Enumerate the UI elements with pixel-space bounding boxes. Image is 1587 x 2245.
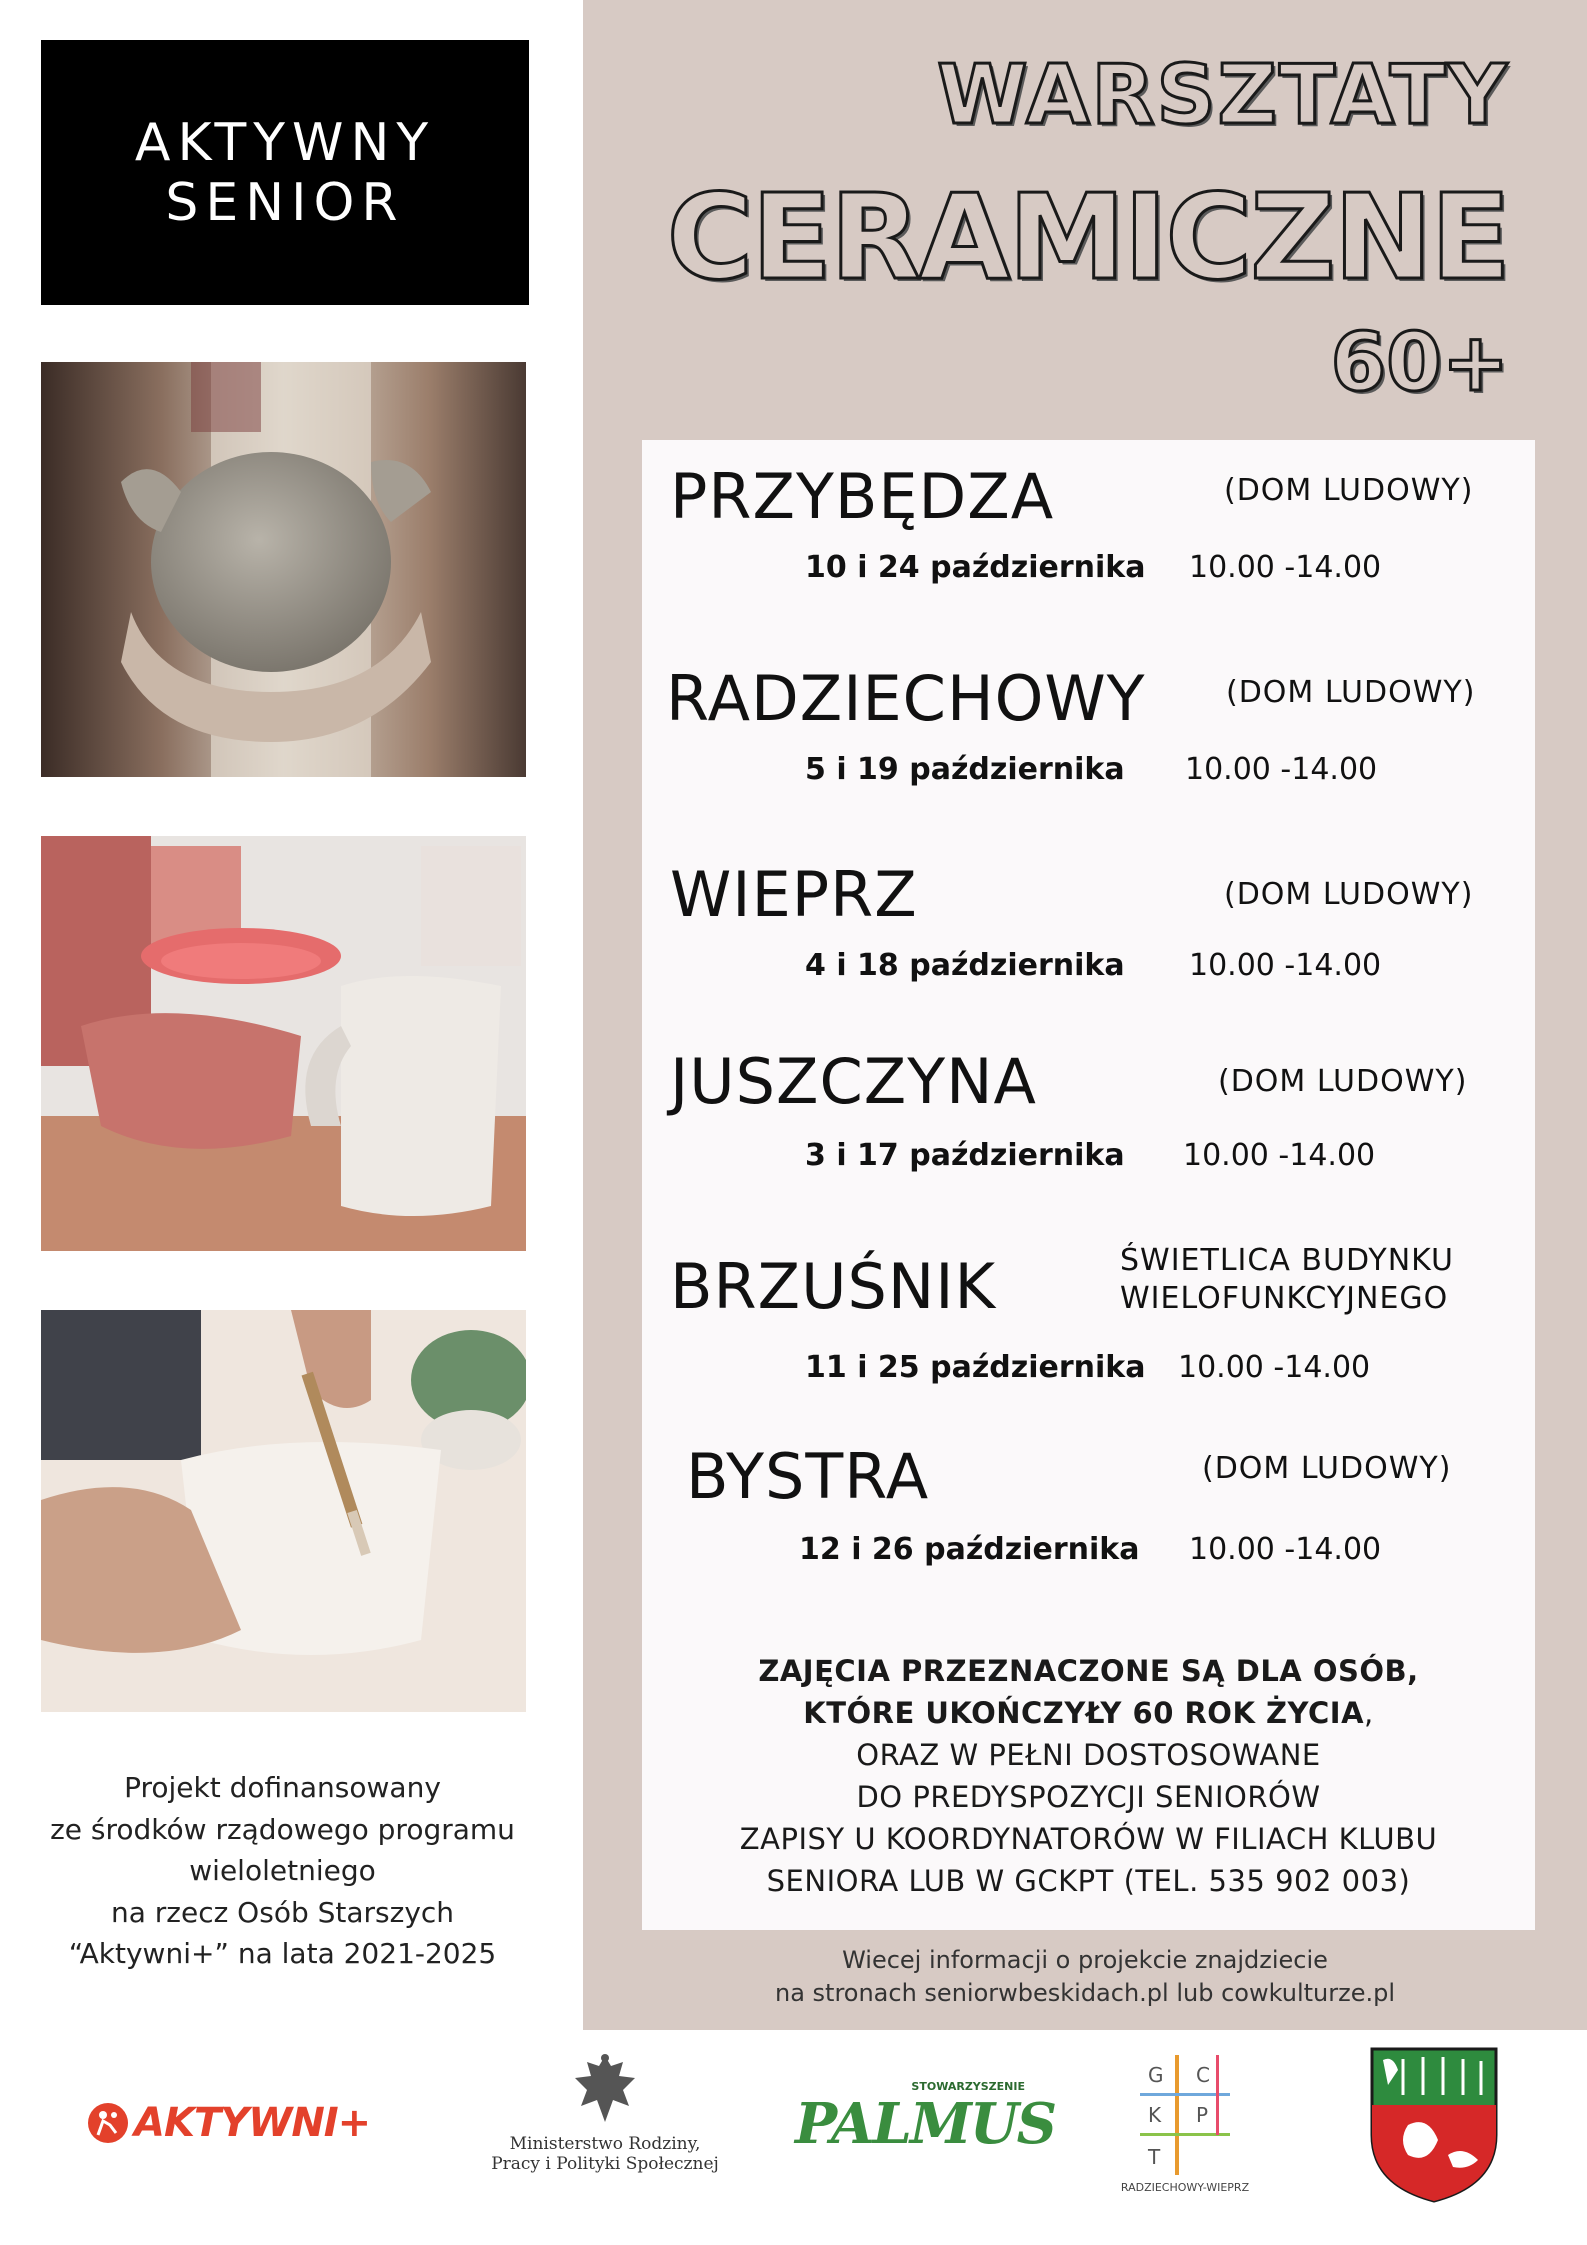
gckpt-letter-g: G bbox=[1148, 2063, 1164, 2087]
pottery-cups-photo bbox=[41, 836, 526, 1251]
ministry-line-1: Ministerstwo Rodziny, bbox=[509, 2134, 701, 2154]
location-time: 10.00 -14.00 bbox=[1185, 752, 1378, 787]
funding-line-3: wieloletniego bbox=[189, 1854, 376, 1887]
location-time: 10.00 -14.00 bbox=[1189, 550, 1382, 585]
clay-hands-photo bbox=[41, 362, 526, 777]
location-time: 10.00 -14.00 bbox=[1189, 1532, 1382, 1567]
badge-line-1: AKTYWNY bbox=[134, 112, 436, 173]
location-name: BRZUŚNIK bbox=[670, 1250, 997, 1323]
schedule-card bbox=[642, 440, 1535, 1930]
notice-line-2-wrap bbox=[642, 1692, 1535, 1734]
location-venue: (DOM LUDOWY) bbox=[1218, 1064, 1468, 1099]
badge-line-2: SENIOR bbox=[165, 172, 405, 233]
location-time: 10.00 -14.00 bbox=[1178, 1350, 1371, 1385]
more-info bbox=[583, 1944, 1587, 2010]
location-name: BYSTRA bbox=[686, 1440, 930, 1513]
funding-line-5: “Aktywni+” na lata 2021-2025 bbox=[68, 1937, 497, 1970]
palmus-top-label: STOWARZYSZENIE bbox=[911, 2080, 1025, 2093]
notice-line-5: ZAPISY U KOORDYNATORÓW W FILIACH KLUBU bbox=[739, 1822, 1438, 1856]
aktywni-label: AKTYWNI+ bbox=[134, 2100, 371, 2146]
notice-line-6: SENIORA LUB W GCKPT (TEL. 535 902 003) bbox=[766, 1864, 1411, 1898]
participation-notice bbox=[642, 1650, 1535, 1902]
ministry-logo bbox=[480, 2050, 730, 2174]
aktywni-plus-logo bbox=[88, 2100, 370, 2146]
title-ceramiczne: CERAMICZNE bbox=[666, 168, 1509, 306]
notice-line-1: ZAJĘCIA PRZEZNACZONE SĄ DLA OSÓB, bbox=[758, 1654, 1419, 1688]
funding-line-1: Projekt dofinansowany bbox=[124, 1771, 441, 1804]
ministry-line-2: Pracy i Polityki Społecznej bbox=[491, 2154, 719, 2174]
more-info-line-1: Wiecej informacji o projekcie znajdziecie bbox=[842, 1946, 1328, 1974]
funding-line-4: na rzecz Osób Starszych bbox=[110, 1895, 455, 1929]
title-60-plus: 60+ bbox=[1330, 316, 1509, 409]
location-venue: (DOM LUDOWY) bbox=[1202, 1451, 1452, 1486]
location-venue: (DOM LUDOWY) bbox=[1226, 675, 1476, 710]
location-time: 10.00 -14.00 bbox=[1189, 948, 1382, 983]
gckpt-letters bbox=[1110, 2055, 1260, 2175]
palmus-label: PALMUS bbox=[795, 2091, 1056, 2157]
location-dates: 3 i 17 października bbox=[805, 1138, 1125, 1173]
painting-bowl-photo bbox=[41, 1310, 526, 1712]
funding-note bbox=[20, 1767, 545, 1975]
notice-line-2-tail: , bbox=[1364, 1696, 1374, 1730]
location-dates: 5 i 19 października bbox=[805, 752, 1125, 787]
location-venue-line-1: ŚWIETLICA BUDYNKU bbox=[1120, 1243, 1454, 1278]
location-name: WIEPRZ bbox=[670, 858, 918, 931]
sponsor-logos bbox=[0, 2030, 1587, 2245]
location-venue-line-2: WIELOFUNKCYJNEGO bbox=[1120, 1281, 1449, 1316]
location-venue: (DOM LUDOWY) bbox=[1224, 877, 1474, 912]
gckpt-letter-c: C bbox=[1196, 2063, 1210, 2087]
more-info-line-2: na stronach seniorwbeskidach.pl lub cowkulturze.pl bbox=[774, 1979, 1395, 2007]
location-name: JUSZCZYNA bbox=[670, 1045, 1037, 1118]
location-dates: 11 i 25 października bbox=[805, 1350, 1146, 1385]
funding-line-2: ze środków rządowego programu bbox=[50, 1812, 515, 1846]
aktywny-senior-badge bbox=[41, 40, 529, 305]
aktywni-runner-icon bbox=[88, 2103, 128, 2143]
notice-line-2: KTÓRE UKOŃCZYŁY 60 ROK ŻYCIA bbox=[803, 1696, 1365, 1730]
notice-line-4: DO PREDYSPOZYCJI SENIORÓW bbox=[856, 1780, 1321, 1814]
notice-line-3: ORAZ W PEŁNI DOSTOSOWANE bbox=[856, 1738, 1321, 1772]
gckpt-logo bbox=[1110, 2055, 1260, 2194]
gckpt-letter-k: K bbox=[1148, 2103, 1162, 2127]
palmus-logo bbox=[795, 2080, 1056, 2157]
gmina-coat-of-arms bbox=[1368, 2045, 1500, 2209]
location-time: 10.00 -14.00 bbox=[1183, 1138, 1376, 1173]
gckpt-letter-t: T bbox=[1148, 2145, 1161, 2169]
title-warsztaty: WARSZTATY bbox=[937, 48, 1509, 143]
location-dates: 10 i 24 października bbox=[805, 550, 1146, 585]
gckpt-letter-p: P bbox=[1196, 2103, 1209, 2127]
gckpt-caption: RADZIECHOWY-WIEPRZ bbox=[1120, 2181, 1250, 2194]
coat-of-arms-icon bbox=[1368, 2045, 1500, 2205]
eagle-emblem-icon bbox=[565, 2050, 645, 2130]
location-dates: 12 i 26 października bbox=[799, 1532, 1140, 1567]
location-name: RADZIECHOWY bbox=[666, 662, 1146, 735]
location-dates: 4 i 18 października bbox=[805, 948, 1125, 983]
location-name: PRZYBĘDZA bbox=[670, 460, 1055, 533]
location-venue: (DOM LUDOWY) bbox=[1224, 473, 1474, 508]
